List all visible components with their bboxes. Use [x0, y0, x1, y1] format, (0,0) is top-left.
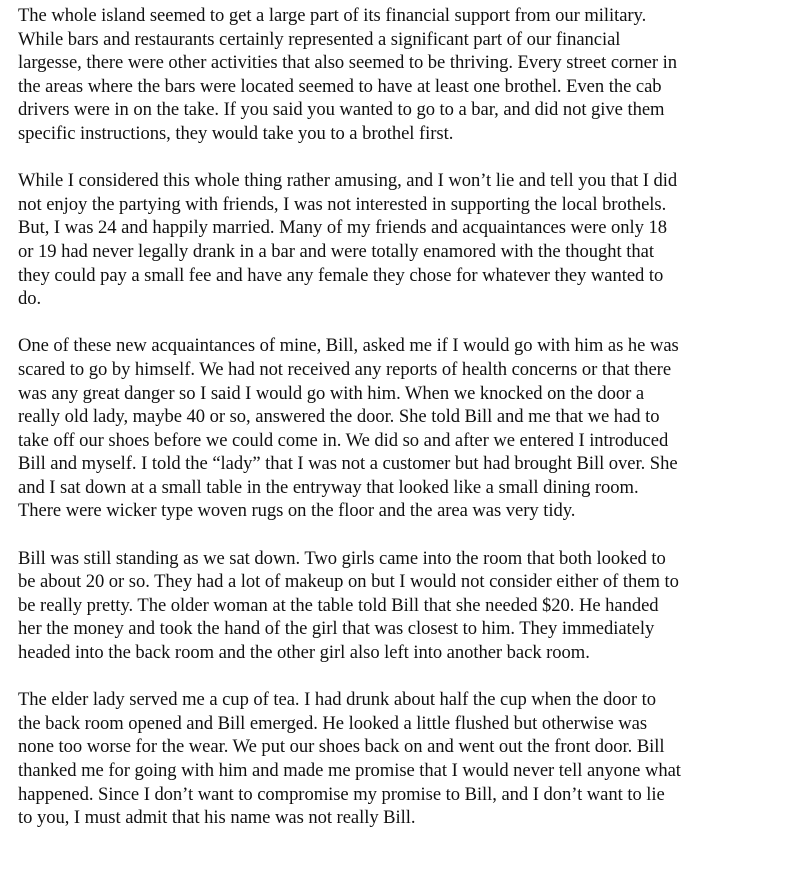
- text-line: largesse, there were other activities that also seemed to be thriving. Every street corner in: [18, 52, 677, 74]
- document-page: [18, 4, 792, 830]
- text-line: be really pretty. The older woman at the table told Bill that she needed $20. He handed: [18, 594, 659, 616]
- text-line: scared to go by himself. We had not received any reports of health concerns or that there: [18, 358, 672, 380]
- text-line: do.: [18, 288, 42, 310]
- text-line: The whole island seemed to get a large part of its financial support from our military.: [18, 5, 647, 26]
- paragraph-1: [18, 4, 792, 146]
- text-line: There were wicker type woven rugs on the floor and the area was very tidy.: [18, 500, 576, 522]
- text-line: and I sat down at a small table in the entryway that looked like a small dining room.: [18, 476, 639, 498]
- text-line: really old lady, maybe 40 or so, answered the door. She told Bill and me that we had to: [18, 406, 660, 428]
- text-line: Bill and myself. I told the “lady” that I was not a customer but had brought Bill over. She: [18, 453, 678, 475]
- text-line: take off our shoes before we could come in. We did so and after we entered I introduced: [18, 429, 669, 451]
- paragraph-4: [18, 547, 792, 665]
- text-line: One of these new acquaintances of mine, Bill, asked me if I would go with him as he was: [18, 335, 679, 357]
- text-line: While I considered this whole thing rather amusing, and I won’t lie and tell you that I did: [18, 170, 678, 192]
- text-line: was any great danger so I said I would go with him. When we knocked on the door a: [18, 382, 645, 404]
- text-line: But, I was 24 and happily married. Many of my friends and acquaintances were only 18: [18, 217, 667, 239]
- paragraph-5: [18, 688, 792, 830]
- paragraph-3: [18, 334, 792, 523]
- text-line: or 19 had never legally drank in a bar and were totally enamored with the thought that: [18, 240, 654, 262]
- text-line: Bill was still standing as we sat down. Two girls came into the room that both looked to: [18, 547, 666, 569]
- text-line: thanked me for going with him and made me promise that I would never tell anyone what: [18, 760, 681, 781]
- text-line: the back room opened and Bill emerged. He looked a little flushed but otherwise was: [18, 712, 648, 734]
- text-line: not enjoy the partying with friends, I was not interested in supporting the local brothels.: [18, 193, 667, 215]
- text-line: to you, I must admit that his name was not really Bill.: [18, 807, 416, 829]
- text-line: the areas where the bars were located seemed to have at least one brothel. Even the cab: [18, 75, 662, 97]
- text-line: none too worse for the wear. We put our shoes back on and went out the front door. Bill: [18, 736, 665, 758]
- text-line: headed into the back room and the other girl also left into another back room.: [18, 642, 590, 664]
- text-line: drivers were in on the take. If you said you wanted to go to a bar, and did not give them: [18, 99, 665, 121]
- text-line: While bars and restaurants certainly represented a significant part of our financial: [18, 28, 621, 50]
- text-line: they could pay a small fee and have any female they chose for whatever they wanted to: [18, 264, 664, 286]
- text-line: her the money and took the hand of the girl that was closest to him. They immediately: [18, 618, 655, 640]
- text-line: be about 20 or so. They had a lot of makeup on but I would not consider either of them to: [18, 571, 679, 593]
- paragraph-2: [18, 169, 792, 311]
- text-line: happened. Since I don’t want to compromise my promise to Bill, and I don’t want to lie: [18, 783, 665, 805]
- text-line: The elder lady served me a cup of tea. I had drunk about half the cup when the door to: [18, 689, 656, 711]
- text-line: specific instructions, they would take you to a brothel first.: [18, 122, 454, 144]
